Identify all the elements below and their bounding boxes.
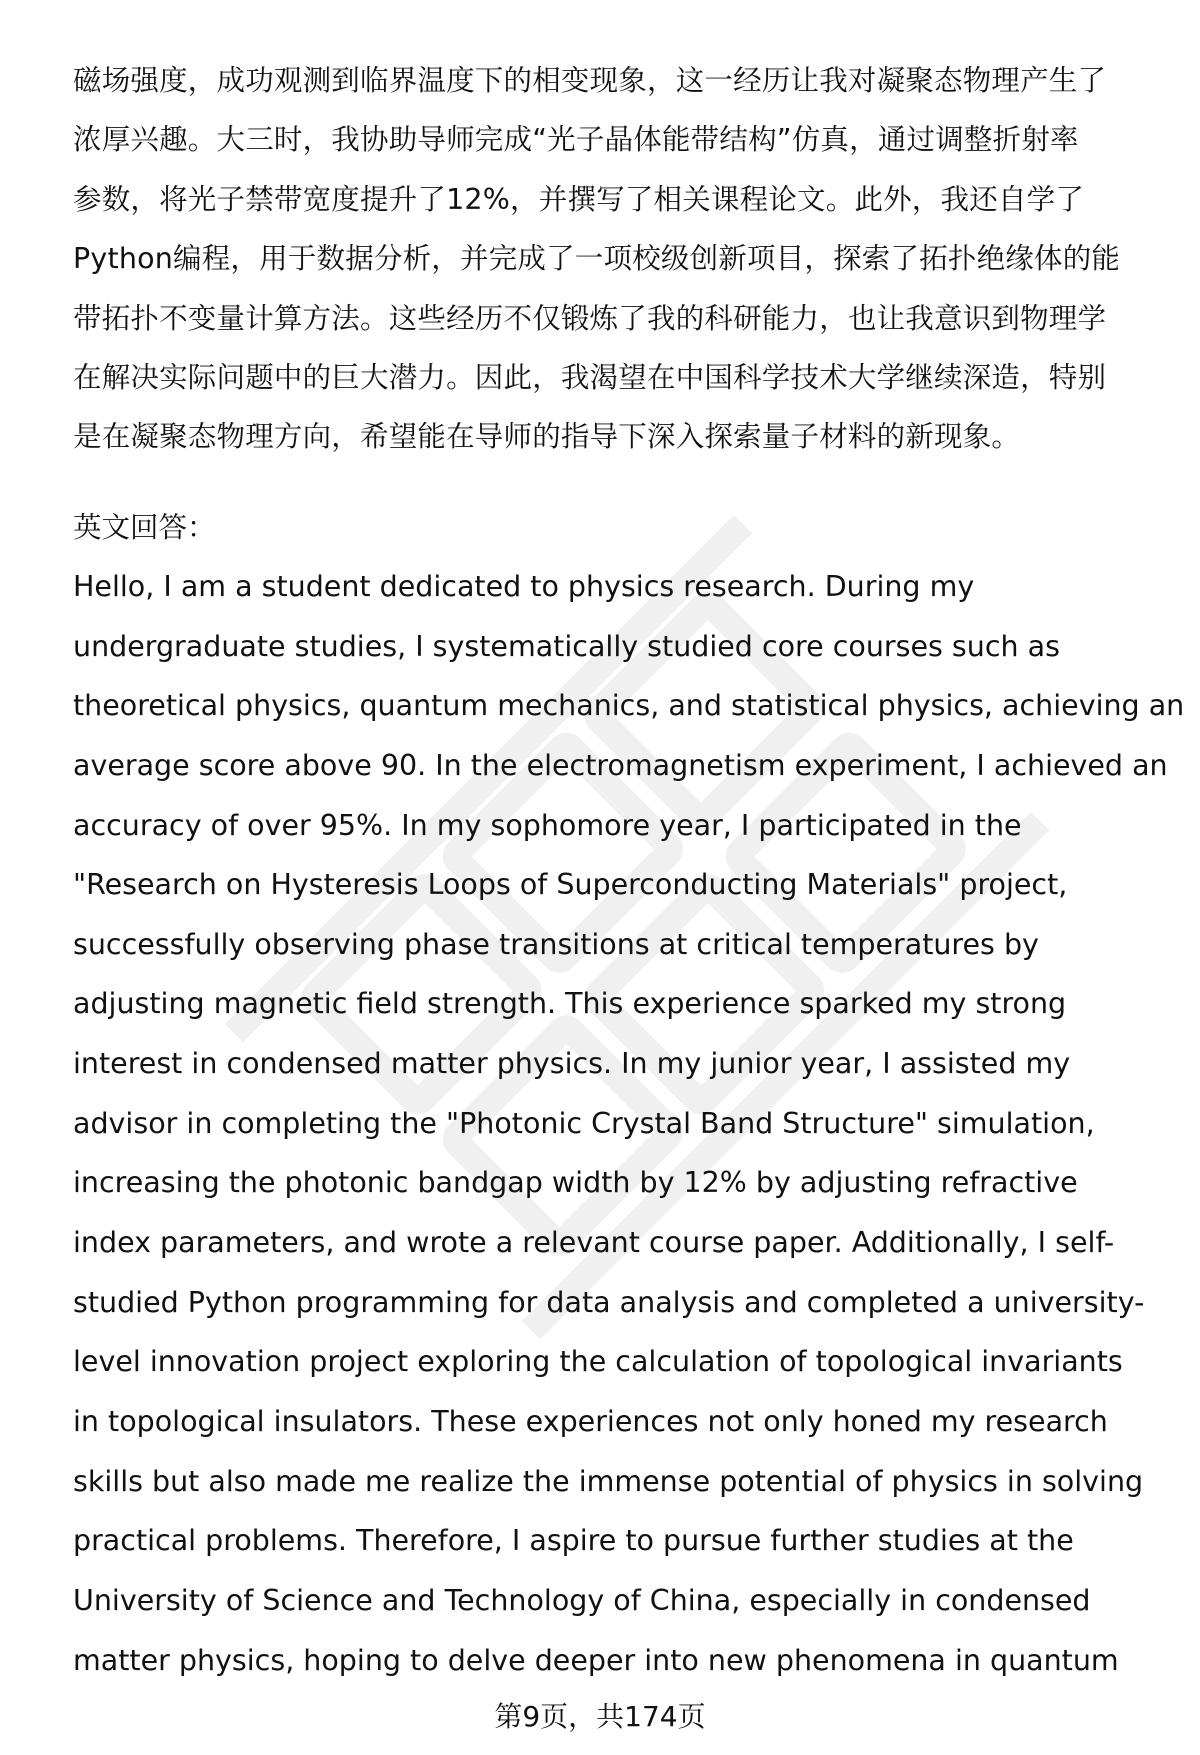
- chinese-text-line: Python编程，用于数据分析，并完成了一项校级创新项目，探索了拓扑绝缘体的能: [73, 242, 1121, 276]
- english-text-line: interest in condensed matter physics. In my junior year, I assisted my: [73, 1047, 1071, 1081]
- english-text-line: index parameters, and wrote a relevant course paper. Additionally, I self-: [73, 1226, 1115, 1260]
- english-text-line: increasing the photonic bandgap width by 12% by adjusting refractive: [73, 1166, 1078, 1200]
- english-text-line: undergraduate studies, I systematically studied core courses such as: [73, 629, 1060, 663]
- chinese-text-line: 在解决实际问题中的巨大潜力。因此，我渴望在中国科学技术大学继续深造，特别: [73, 360, 1107, 394]
- english-text-line: University of Science and Technology of China, especially in condensed: [73, 1583, 1091, 1617]
- english-text-line: level innovation project exploring the calculation of topological invariants: [73, 1345, 1123, 1379]
- english-text-line: advisor in completing the "Photonic Crystal Band Structure" simulation,: [73, 1106, 1095, 1140]
- english-answer-heading: 英文回答：: [73, 511, 216, 544]
- english-text-line: successfully observing phase transitions at critical temperatures by: [73, 927, 1039, 961]
- chinese-text-line: 是在凝聚态物理方向，希望能在导师的指导下深入探索量子材料的新现象。: [73, 420, 1021, 454]
- english-text-line: theoretical physics, quantum mechanics, and statistical physics, achieving an: [73, 689, 1185, 723]
- chinese-text-line: 参数，将光子禁带宽度提升了12%，并撰写了相关课程论文。此外，我还自学了: [73, 182, 1085, 216]
- english-text-line: in topological insulators. These experiences not only honed my research: [73, 1404, 1108, 1438]
- page-number-footer: 第9页，共174页: [494, 1700, 706, 1733]
- english-text-line: Hello, I am a student dedicated to physics research. During my: [73, 570, 975, 603]
- english-text-line: studied Python programming for data analysis and completed a university-: [73, 1285, 1145, 1319]
- english-text-line: practical problems. Therefore, I aspire to pursue further studies at the: [73, 1524, 1074, 1558]
- english-text-line: accuracy of over 95%. In my sophomore year, I participated in the: [73, 808, 1022, 842]
- english-text-line: skills but also made me realize the immense potential of physics in solving: [73, 1464, 1144, 1498]
- chinese-answer-paragraph: [73, 51, 1163, 467]
- english-text-line: adjusting magnetic field strength. This experience sparked my strong: [73, 987, 1067, 1021]
- english-text-line: "Research on Hysteresis Loops of Superconducting Materials" project,: [73, 868, 1068, 902]
- english-text-line: average score above 90. In the electromagnetism experiment, I achieved an: [73, 748, 1168, 782]
- english-answer-paragraph: [73, 557, 1185, 1690]
- english-text-line: matter physics, hoping to delve deeper into new phenomena in quantum: [73, 1643, 1119, 1677]
- chinese-text-line: 磁场强度，成功观测到临界温度下的相变现象，这一经历让我对凝聚态物理产生了: [73, 64, 1107, 97]
- chinese-text-line: 浓厚兴趣。大三时，我协助导师完成“光子晶体能带结构”仿真，通过调整折射率: [73, 123, 1079, 157]
- chinese-text-line: 带拓扑不变量计算方法。这些经历不仅锻炼了我的科研能力，也让我意识到物理学: [73, 301, 1107, 335]
